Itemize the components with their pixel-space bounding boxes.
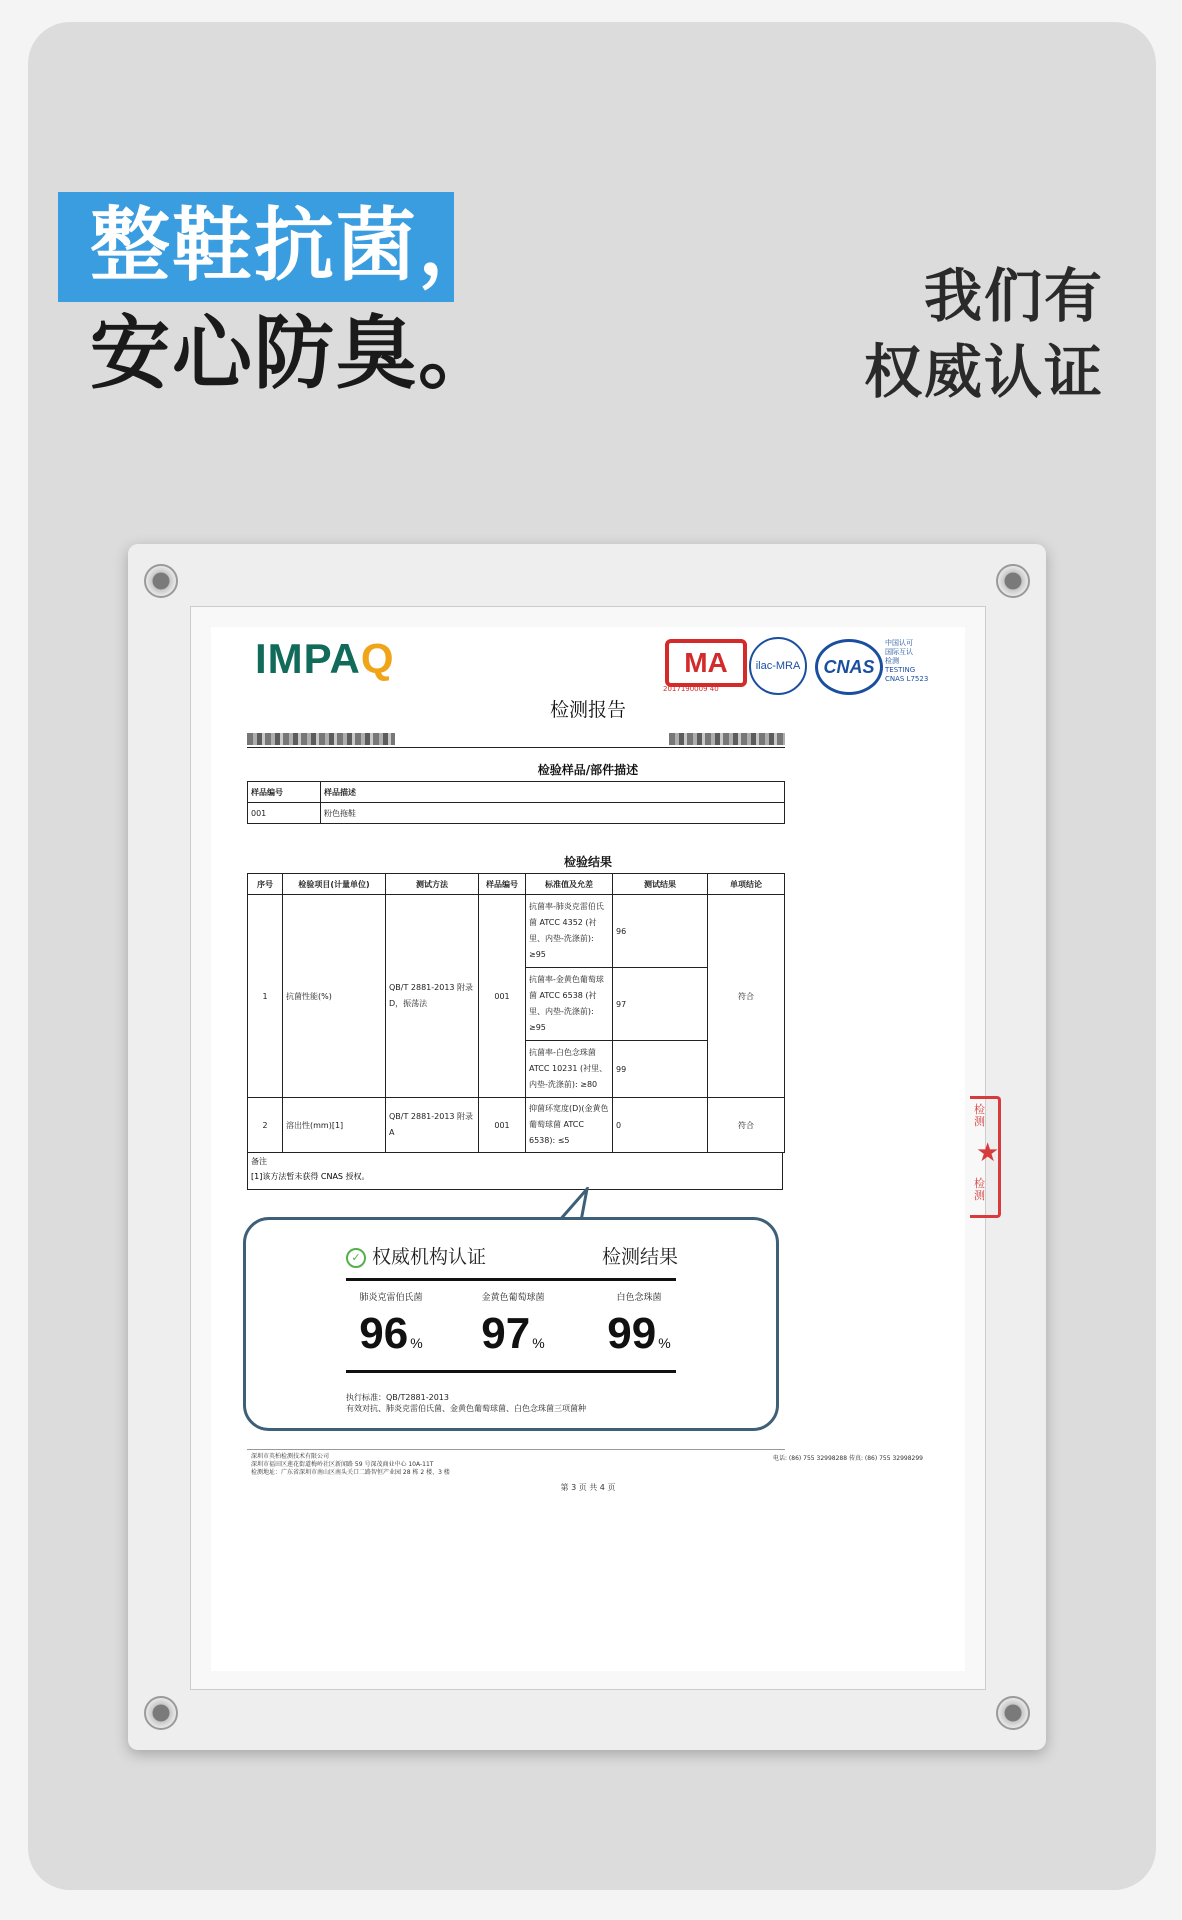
result-name: 白色念珠菌: [616, 1293, 662, 1303]
result-table: [247, 873, 785, 1153]
screw-icon: [996, 564, 1030, 598]
row1-conclusion: 符合: [708, 895, 785, 1098]
row2-result: 0: [613, 1098, 708, 1153]
th-sample-no: 样品编号: [248, 782, 321, 803]
divider: [247, 747, 785, 748]
th-item: 检验项目(计量单位): [283, 874, 386, 895]
side-title: [864, 258, 1104, 410]
cma-logo: MA: [665, 639, 747, 687]
th-conclusion: 单项结论: [708, 874, 785, 895]
side-title-line1: 我们有: [923, 262, 1104, 330]
row2-no: 2: [248, 1098, 283, 1153]
report-title: 检测报告: [549, 699, 626, 721]
row1-method: QB/T 2881-2013 附录D，振荡法: [386, 895, 479, 1098]
bubble-left-title: ✓ 权威机构认证: [346, 1242, 486, 1269]
row1-std-3: 抗菌率-白色念珠菌 ATCC 10231 (衬里、内垫-洗涤前): ≥80: [526, 1041, 613, 1098]
result-item: [336, 1290, 446, 1359]
headline-line2: 安心防臭。: [90, 307, 500, 400]
th-standard: 标准值及允差: [526, 874, 613, 895]
result-value: 97 %: [481, 1309, 545, 1358]
row2-item: 溶出性(mm)[1]: [283, 1098, 386, 1153]
sample-no: 001: [248, 803, 321, 824]
check-icon: ✓: [346, 1248, 366, 1268]
bubble-right-title: 检测结果: [601, 1246, 678, 1268]
redacted-text: [669, 733, 785, 745]
th-result: 测试结果: [613, 874, 708, 895]
result-item: [458, 1290, 568, 1359]
row1-no: 1: [248, 895, 283, 1098]
th-method: 测试方法: [386, 874, 479, 895]
ilac-logo: ilac-MRA: [749, 637, 807, 695]
bubble-divider: [346, 1278, 676, 1281]
seal-text: 检测: [974, 1177, 985, 1202]
bubble-divider: [346, 1370, 676, 1373]
report-footer-address: 深圳市英柏检测技术有限公司 深圳市福田区莲花街道梅岭社区新闻路 59 号深茂商业中心 10A-11T 检测地址：广东省深圳市南山区南头关口二路智恒产业园 28 栋 2 楼、3 楼: [251, 1453, 450, 1476]
headline-line1: 整鞋抗菌，: [90, 199, 500, 292]
screw-icon: [144, 1696, 178, 1730]
frame-mat: [190, 606, 986, 1690]
report-footer-phone: 电话: (86) 755 32998288 传真: (86) 755 32998299: [772, 1455, 923, 1462]
bubble-tail: [557, 1187, 597, 1221]
star-icon: ★: [976, 1138, 1000, 1168]
section-sample: 检验样品/部件描述: [537, 763, 639, 777]
cnas-text: 中国认可 国际互认 检测 TESTING CNAS L7523: [885, 639, 929, 683]
row2-sample: 001: [479, 1098, 526, 1153]
row2-method: QB/T 2881-2013 附录A: [386, 1098, 479, 1153]
result-bubble: [243, 1217, 779, 1431]
row1-sample: 001: [479, 895, 526, 1098]
page-number: 第 3 页 共 4 页: [560, 1483, 616, 1492]
footer-divider: [247, 1449, 785, 1450]
section-result: 检验结果: [563, 855, 612, 869]
report-paper: [211, 627, 965, 1671]
sample-desc: 粉色拖鞋: [321, 803, 785, 824]
th-sample: 样品编号: [479, 874, 526, 895]
redacted-text: [247, 733, 395, 745]
th-sample-desc: 样品描述: [321, 782, 785, 803]
row2-std: 抑菌环宽度(D)(金黄色葡萄球菌 ATCC 6538): ≤5: [526, 1098, 613, 1153]
sample-table: [247, 781, 785, 824]
row1-std-1: 抗菌率-肺炎克雷伯氏菌 ATCC 4352 (衬里、内垫-洗涤前): ≥95: [526, 895, 613, 968]
result-value: 96 %: [359, 1309, 423, 1358]
result-name: 金黄色葡萄球菌: [481, 1293, 545, 1303]
row2-conclusion: 符合: [708, 1098, 785, 1153]
row1-result-3: 99: [613, 1041, 708, 1098]
report-note: 备注 [1]该方法暂未获得 CNAS 授权。: [247, 1152, 783, 1190]
th-no: 序号: [248, 874, 283, 895]
certificate-frame: [128, 544, 1046, 1750]
result-name: 肺炎克雷伯氏菌: [359, 1293, 423, 1303]
seal-text: 检测: [974, 1103, 985, 1128]
result-value: 99 %: [607, 1309, 671, 1358]
row1-std-2: 抗菌率-金黄色葡萄球菌 ATCC 6538 (衬里、内垫-洗涤前): ≥95: [526, 968, 613, 1041]
row1-result-1: 96: [613, 895, 708, 968]
cnas-logo: CNAS: [815, 639, 883, 695]
screw-icon: [144, 564, 178, 598]
impaq-logo: IMPAQ: [255, 635, 395, 682]
bubble-footnote: 执行标准：QB/T2881-2013 有效对抗、肺炎克雷伯氏菌、金黄色葡萄球菌、白色念珠菌三项菌种: [346, 1393, 586, 1413]
result-item: [584, 1290, 694, 1359]
cma-number: 2017190009 40: [663, 685, 719, 693]
row1-result-2: 97: [613, 968, 708, 1041]
screw-icon: [996, 1696, 1030, 1730]
side-title-line2: 权威认证: [863, 338, 1104, 406]
row1-item: 抗菌性能(%): [283, 895, 386, 1098]
